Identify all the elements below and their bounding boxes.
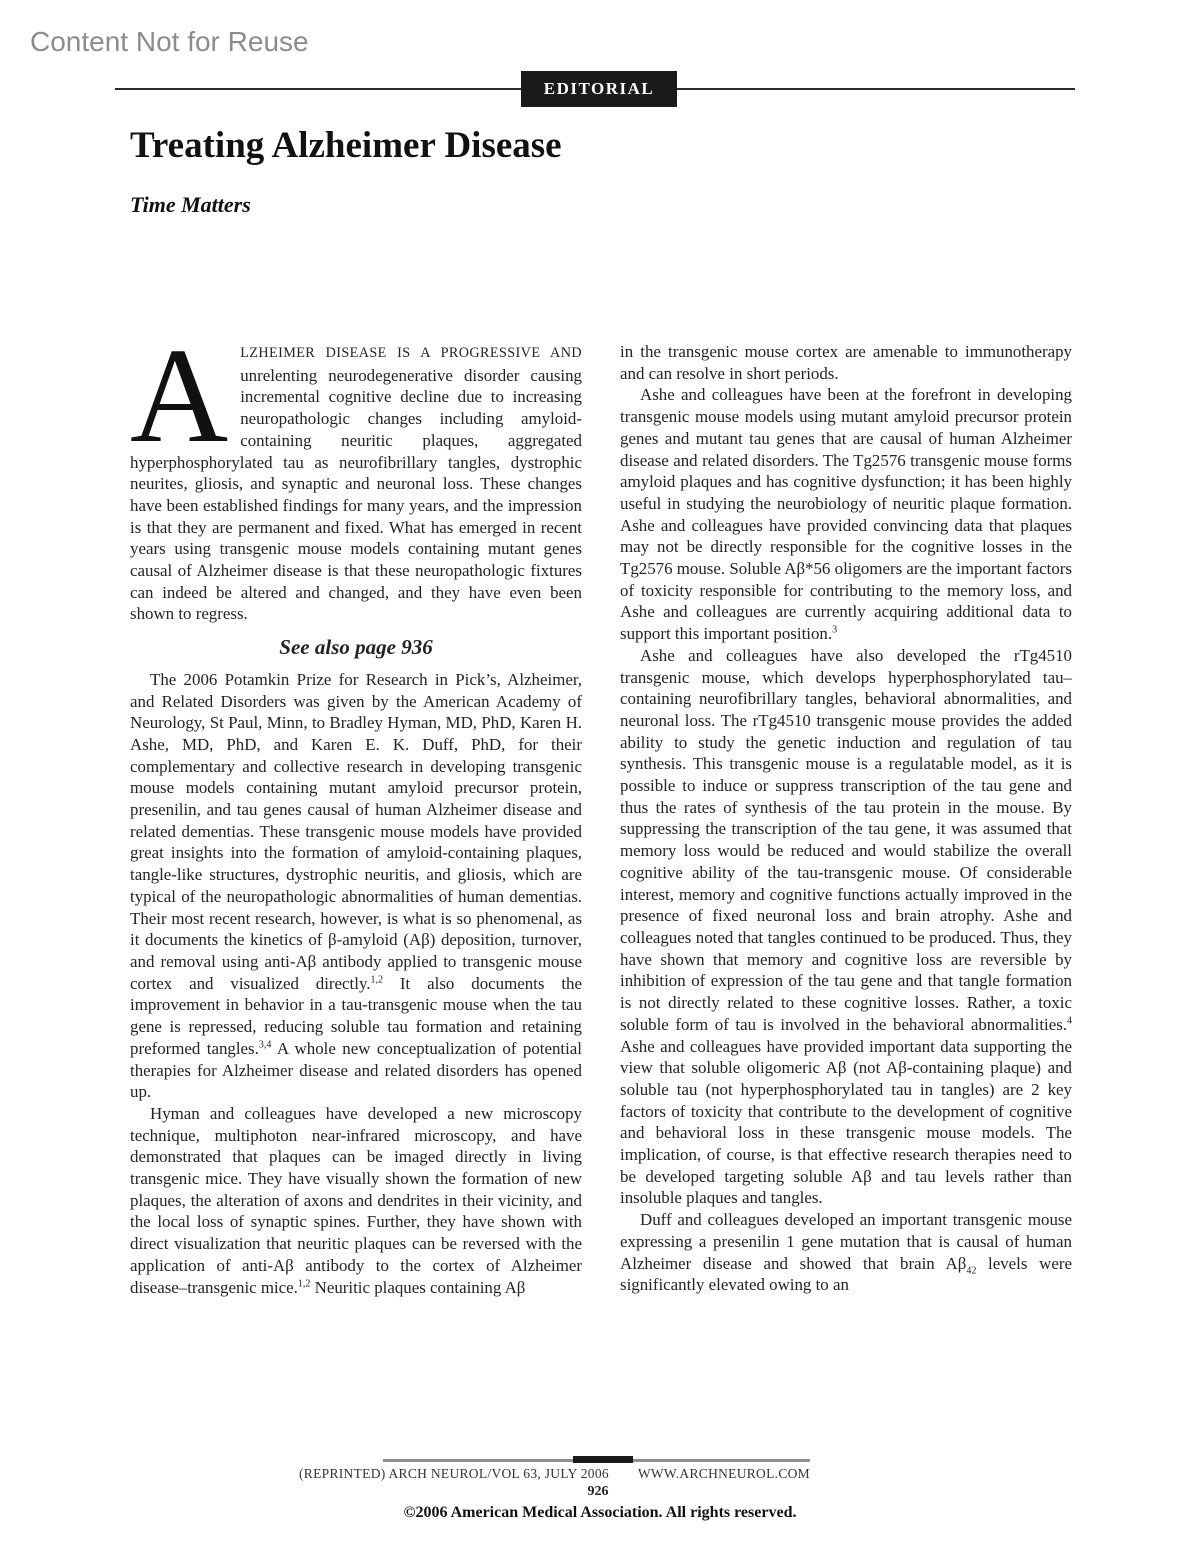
text-run: in the transgenic mouse cortex are amenable to immunotherapy and can resolve in short periods. (620, 342, 1072, 383)
text-run: A whole new conceptualization of potential therapies for Alzheimer disease and related disorders has opened up. (130, 1038, 582, 1102)
left-column (130, 321, 582, 1298)
text-run: unrelenting neurodegenerative disorder causing incremental cognitive decline due to increasing neuropathologic changes including amyloid-containing neuritic plaques, aggregated hyperphosphorylated tau as neurofibrillary tangles, dystrophic neurites, gliosis, and synaptic and neuronal loss. These changes have been established findings for many years, and the impression is that they are permanent and fixed. What has emerged in recent years using transgenic mouse models containing mutant genes causal of Alzheimer disease is that these neuropathologic fixtures can indeed be altered and changed, and they have even been shown to regress. (130, 365, 582, 624)
right-column (620, 341, 1072, 1298)
small-caps-lead: LZHEIMER DISEASE IS A PROGRESSIVE AND (240, 345, 582, 361)
reference-superscript: 1,2 (297, 1277, 311, 1289)
footer-citation-line (299, 1466, 810, 1482)
copyright-notice: ©2006 American Medical Association. All rights reserved. (403, 1504, 797, 1521)
text-run: levels were significantly elevated owing to an (620, 1253, 1072, 1295)
paragraph (130, 1103, 582, 1298)
text-run: Hyman and colleagues have developed a new microscopy technique, multiphoton near-infrared microscopy, and have demonstrated that plaques can be imaged directly in living transgenic mice. They have visually shown the formation of new plaques, the alteration of axons and dendrites in their vicinity, and the local loss of synaptic spines. Further, they have shown with direct visualization that neuritic plaques can be reversed with the application of anti-Aβ antibody to the cortex of Alzheimer disease–transgenic mice. (130, 1103, 582, 1297)
see-also-crosshead: See also page 936 (279, 635, 433, 660)
paragraph (620, 341, 1072, 384)
page-subtitle: Time Matters (130, 192, 251, 217)
footer-rule-accent (573, 1456, 633, 1463)
text-run: Neuritic plaques containing Aβ (310, 1277, 526, 1297)
page-title: Treating Alzheimer Disease (130, 125, 562, 166)
text-run: Ashe and colleagues have provided important data supporting the view that soluble oligomeric Aβ (not Aβ-containing plaque) and soluble tau (not hyperphosphorylated tau in tangles) are 2 key factors of toxicity that contribute to the development of cognitive and behavioral loss in these transgenic mouse models. The implication, of course, is that effective research therapies need to be developed targeting soluble Aβ and tau levels rather than insoluble plaques and tangles. (620, 1036, 1072, 1208)
text-run: It also documents the improvement in behavior in a tau-transgenic mouse when the tau gene is repressed, reducing soluble tau formation and retaining preformed tangles. (130, 973, 582, 1058)
article-body (130, 321, 1072, 1298)
page-number: 926 (587, 1484, 609, 1499)
paragraph (620, 1209, 1072, 1296)
reference-superscript: 1,2 (370, 974, 384, 986)
footer-reprint-text: (REPRINTED) ARCH NEUROL/VOL 63, JULY 2006 (299, 1466, 609, 1481)
editorial-banner-label: EDITORIAL (543, 79, 655, 98)
watermark-text: Content Not for Reuse (30, 26, 309, 57)
footer-website: WWW.ARCHNEUROL.COM (637, 1466, 810, 1481)
text-run: Duff and colleagues developed an important transgenic mouse expressing a presenilin 1 gene mutation that is causal of human Alzheimer disease and showed that brain Aβ (620, 1210, 1072, 1273)
subscript: 42 (966, 1264, 977, 1276)
text-run: Ashe and colleagues have also developed the rTg4510 transgenic mouse, which develops hyperphosphorylated tau–containing neurofibrillary tangles, behavioral abnormalities, and neuronal loss. The rTg4510 transgenic mouse provides the added ability to study the genetic induction and regulation of tau synthesis. This transgenic mouse is a regulatable model, as it is possible to induce or suppress transcription of the tau gene and thus the rates of synthesis of the tau protein in the mouse. By suppressing the transcription of the tau gene, it was assumed that memory loss would be reduced and would stabilize the overall cognitive ability of the tau-transgenic mouse. Of considerable interest, memory and cognitive functions actually improved in the presence of fixed neuronal loss and brain atrophy. Ashe and colleagues noted that tangles continued to be produced. Thus, they have shown that memory and cognitive loss are reversible by inhibition of expression of the tau gene and that tangle formation is not directly related to these cognitive losses. Rather, a toxic soluble form of tau is involved in the behavioral abnormalities. (620, 645, 1072, 1034)
paragraph (620, 645, 1072, 1209)
reference-superscript: 3 (832, 624, 838, 636)
text-run: Ashe and colleagues have been at the forefront in developing transgenic mouse models using mutant amyloid precursor protein genes and mutant tau genes that are causal of human Alzheimer disease and related disorders. The Tg2576 transgenic mouse forms amyloid plaques and has cognitive dysfunction; it has been highly useful in studying the neurobiology of neuritic plaque formation. Ashe and colleagues have provided convincing data that plaques may not be directly responsible for the cognitive losses in the Tg2576 mouse. Soluble Aβ*56 oligomers are the important factors of toxicity responsible for contributing to the memory loss, and Ashe and colleagues are currently acquiring additional data to support this important position. (620, 385, 1072, 644)
drop-cap: A (130, 321, 229, 471)
paragraph (620, 384, 1072, 644)
reference-superscript: 3,4 (258, 1039, 272, 1051)
paragraph (130, 669, 582, 1103)
text-run: The 2006 Potamkin Prize for Research in Pick’s, Alzheimer, and Related Disorders was given by the American Academy of Neurology, St Paul, Minn, to Bradley Hyman, MD, PhD, Karen H. Ashe, MD, PhD, and Karen E. K. Duff, PhD, for their complementary and collective research in developing transgenic mouse models containing mutant amyloid precursor protein, presenilin, and tau genes causal of human Alzheimer disease and related dementias. These transgenic mouse models have provided great insights into the formation of amyloid-containing plaques, tangle-like structures, dystrophic neuritis, and gliosis, which are typical of the neuropathologic abnormalities of human dementias. Their most recent research, however, is what is so phenomenal, as it documents the kinetics of β-amyloid (Aβ) deposition, turnover, and removal using anti-Aβ antibody applied to transgenic mouse cortex and visualized directly. (130, 669, 582, 993)
editorial-banner (521, 71, 677, 107)
reference-superscript: 4 (1067, 1015, 1072, 1027)
opening-paragraph (130, 321, 582, 625)
